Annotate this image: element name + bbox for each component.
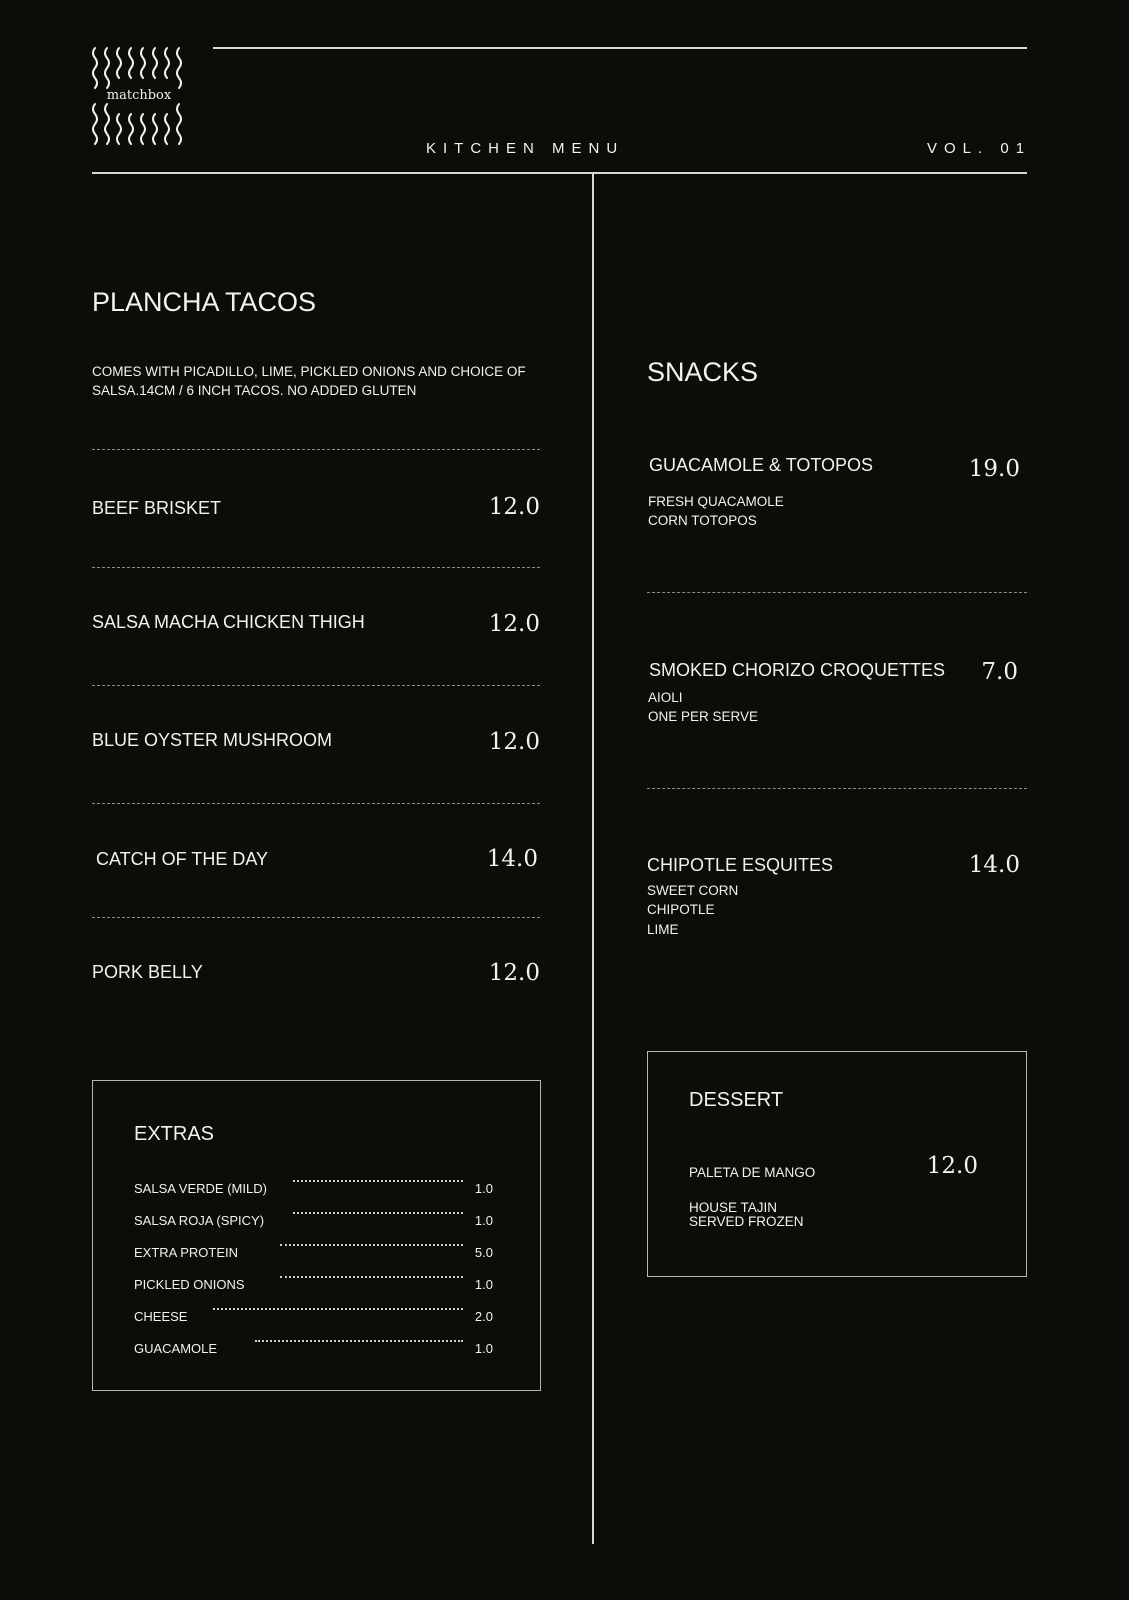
extra-item-name: SALSA VERDE (MILD) bbox=[134, 1181, 267, 1196]
extra-item-name: GUACAMOLE bbox=[134, 1341, 218, 1356]
volume-label: VOL. 01 bbox=[927, 140, 1032, 157]
brand-logo bbox=[90, 46, 190, 150]
dot-leader bbox=[280, 1276, 463, 1278]
taco-item-name: SALSA MACHA CHICKEN THIGH bbox=[92, 612, 365, 632]
snack-item-detail: FRESH QUACAMOLE bbox=[648, 494, 784, 509]
extra-item-price: 1.0 bbox=[474, 1181, 493, 1196]
taco-item-name: CATCH OF THE DAY bbox=[96, 849, 269, 869]
snack-item-detail: AIOLI bbox=[648, 690, 683, 705]
divider bbox=[92, 803, 540, 804]
divider bbox=[647, 788, 1027, 789]
divider bbox=[92, 567, 540, 568]
extra-item-name: PICKLED ONIONS bbox=[134, 1277, 245, 1292]
snack-item-name: CHIPOTLE ESQUITES bbox=[647, 855, 834, 875]
column-divider bbox=[592, 174, 594, 1544]
extra-item-name: EXTRA PROTEIN bbox=[134, 1245, 239, 1260]
menu-title: KITCHEN MENU bbox=[426, 140, 625, 157]
taco-item-price: 12.0 bbox=[488, 960, 540, 986]
extras-box bbox=[92, 1080, 541, 1391]
divider bbox=[647, 592, 1027, 593]
extra-item-price: 1.0 bbox=[474, 1341, 493, 1356]
taco-item-price: 12.0 bbox=[488, 611, 540, 637]
header-bottom-rule bbox=[92, 172, 1027, 174]
snack-item-detail: CORN TOTOPOS bbox=[648, 513, 757, 528]
logo-wordmark: matchbox bbox=[106, 88, 172, 103]
tacos-description-line-2: SALSA.14CM / 6 INCH TACOS. NO ADDED GLUTEN bbox=[92, 383, 417, 398]
extra-item-price: 1.0 bbox=[474, 1213, 493, 1228]
snack-item-detail: LIME bbox=[647, 922, 679, 937]
taco-item-price: 12.0 bbox=[488, 494, 540, 520]
taco-item-name: PORK BELLY bbox=[92, 962, 203, 982]
tacos-title: PLANCHA TACOS bbox=[92, 287, 317, 317]
dessert-item-detail: SERVED FROZEN bbox=[689, 1214, 804, 1229]
snack-item-price: 7.0 bbox=[981, 659, 1018, 685]
extra-item-price: 5.0 bbox=[474, 1245, 493, 1260]
dessert-item-price: 12.0 bbox=[926, 1153, 978, 1179]
divider bbox=[92, 685, 540, 686]
dot-leader bbox=[255, 1340, 463, 1342]
taco-item-name: BLUE OYSTER MUSHROOM bbox=[92, 730, 333, 750]
extra-item-name: CHEESE bbox=[134, 1309, 188, 1324]
tacos-description-line-1: COMES WITH PICADILLO, LIME, PICKLED ONIONS AND CHOICE OF bbox=[92, 364, 526, 379]
extras-title: EXTRAS bbox=[134, 1123, 215, 1145]
dessert-item-detail: HOUSE TAJIN bbox=[689, 1200, 778, 1215]
snacks-title: SNACKS bbox=[647, 357, 759, 387]
snack-item-detail: CHIPOTLE bbox=[647, 902, 715, 917]
extra-item-name: SALSA ROJA (SPICY) bbox=[134, 1213, 265, 1228]
divider bbox=[92, 449, 540, 450]
taco-item-name: BEEF BRISKET bbox=[92, 498, 222, 518]
extra-item-price: 1.0 bbox=[474, 1277, 493, 1292]
dot-leader bbox=[293, 1180, 463, 1182]
header-top-rule bbox=[213, 47, 1027, 49]
dessert-item-name: PALETA DE MANGO bbox=[689, 1165, 816, 1180]
dot-leader bbox=[293, 1212, 463, 1214]
snack-item-price: 14.0 bbox=[968, 852, 1020, 878]
taco-item-price: 14.0 bbox=[486, 846, 538, 872]
snack-item-detail: SWEET CORN bbox=[647, 883, 739, 898]
snack-item-price: 19.0 bbox=[968, 456, 1020, 482]
dot-leader bbox=[280, 1244, 463, 1246]
divider bbox=[92, 917, 540, 918]
snack-item-name: GUACAMOLE & TOTOPOS bbox=[649, 455, 874, 475]
snack-item-name: SMOKED CHORIZO CROQUETTES bbox=[649, 660, 946, 680]
snack-item-detail: ONE PER SERVE bbox=[648, 709, 759, 724]
dessert-title: DESSERT bbox=[689, 1089, 784, 1111]
extra-item-price: 2.0 bbox=[474, 1309, 493, 1324]
dot-leader bbox=[213, 1308, 463, 1310]
dessert-box bbox=[647, 1051, 1027, 1277]
taco-item-price: 12.0 bbox=[488, 729, 540, 755]
